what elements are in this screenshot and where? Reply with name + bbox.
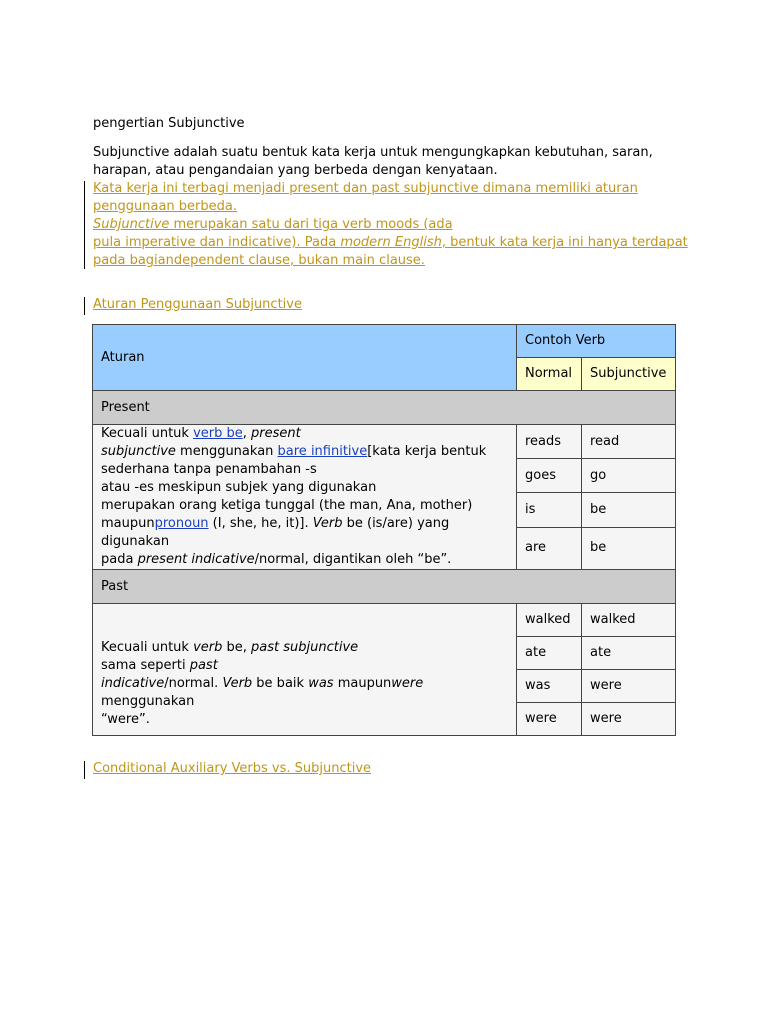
inserted-line-3-rest: merupakan satu dari tiga verb moods (ada [169,217,453,232]
present-desc-text: menggunakan [175,444,278,459]
present-subjunctive-cell: be [582,493,676,527]
present-subjunctive-cell: go [582,459,676,493]
header-subjunctive: Subjunctive [582,358,676,391]
past-desc-em: Verb [222,676,253,691]
subjunctive-table [92,324,676,736]
present-desc-text: Kecuali untuk [101,426,194,441]
present-desc-text: /normal, digantikan oleh “be”. [254,552,452,567]
inserted-line-4 [93,234,688,252]
intro-line-1: Subjunctive adalah suatu bentuk kata kerja untuk mengungkapkan kebutuhan, saran, [93,145,653,160]
pronoun-link[interactable]: pronoun [154,516,209,531]
inserted-line-3 [93,216,453,234]
past-subjunctive-cell: were [582,703,676,736]
past-desc-em: past [189,658,218,673]
past-desc-text: “were”. [101,712,150,727]
conditional-auxiliary-link[interactable]: Conditional Auxiliary Verbs vs. Subjunctive [93,761,372,776]
present-desc-text: maupun [101,516,155,531]
past-subjunctive-cell: were [582,670,676,703]
past-normal-cell: was [517,670,582,703]
verb-be-link[interactable]: verb be [193,426,243,441]
past-subjunctive-cell: ate [582,637,676,670]
past-normal-cell: walked [517,604,582,637]
present-desc-text: [kata kerja bentuk [367,444,487,459]
present-normal-cell: is [517,493,582,527]
present-desc-em: Verb [312,516,343,531]
inserted-line-5: pada bagiandependent clause, bukan main clause. [93,253,425,268]
present-desc-em: subjunctive [101,444,176,459]
present-normal-cell: reads [517,425,582,459]
section-present: Present [93,391,676,425]
header-contoh-verb: Contoh Verb [517,325,676,358]
past-normal-cell: ate [517,637,582,670]
present-desc-em: present indicative [137,552,255,567]
past-subjunctive-cell: walked [582,604,676,637]
section-past: Past [93,570,676,604]
present-desc-text: be (is/are) yang digunakan [101,516,450,549]
present-description [93,425,517,570]
past-normal-cell: were [517,703,582,736]
present-desc-text: pada [101,552,138,567]
past-description [93,604,517,736]
past-desc-text: be baik [252,676,309,691]
past-desc-em: past subjunctive [251,640,359,655]
present-desc-text: atau -es meskipun subjek yang digunakan [101,480,377,495]
header-normal: Normal [517,358,582,391]
past-desc-text: be, [222,640,252,655]
change-bar-section [84,297,85,315]
inserted-line-4-b: , bentuk kata kerja ini hanya terdapat [441,235,688,250]
past-desc-em: was [308,676,334,691]
inserted-em-subjunctive: Subjunctive [93,217,170,232]
bare-infinitive-link[interactable]: bare infinitive [277,444,368,459]
intro-line-2: harapan, atau pengandaian yang berbeda dengan kenyataan. [93,163,498,178]
past-desc-text: maupun [333,676,392,691]
past-desc-em: indicative [101,676,165,691]
past-desc-text: sama seperti [101,658,190,673]
present-subjunctive-cell: read [582,425,676,459]
past-desc-text: menggunakan [101,694,195,709]
header-aturan: Aturan [93,325,517,391]
inserted-line-1: Kata kerja ini terbagi menjadi present dan past subjunctive dimana memiliki aturan [93,181,638,196]
present-desc-text: sederhana tanpa penambahan -s [101,462,317,477]
change-bar-footer [84,761,85,779]
present-desc-text: (I, she, he, it)]. [208,516,313,531]
past-desc-em: verb [193,640,223,655]
present-normal-cell: are [517,527,582,569]
inserted-em-modern-english: modern English [340,235,442,250]
past-desc-text: /normal. [164,676,223,691]
section-title[interactable]: Aturan Penggunaan Subjunctive [93,297,302,312]
change-bar [84,181,85,269]
present-desc-text: , [242,426,251,441]
past-desc-text: Kecuali untuk [101,640,194,655]
present-subjunctive-cell: be [582,527,676,569]
present-desc-text: merupakan orang ketiga tunggal (the man, Ana, mother) [101,498,473,513]
present-desc-em: present [251,426,301,441]
page-title: pengertian Subjunctive [93,116,245,131]
inserted-line-4-a: pula imperative dan indicative). Pada [93,235,341,250]
inserted-line-2: penggunaan berbeda. [93,199,237,214]
present-normal-cell: goes [517,459,582,493]
past-desc-em: were [391,676,424,691]
